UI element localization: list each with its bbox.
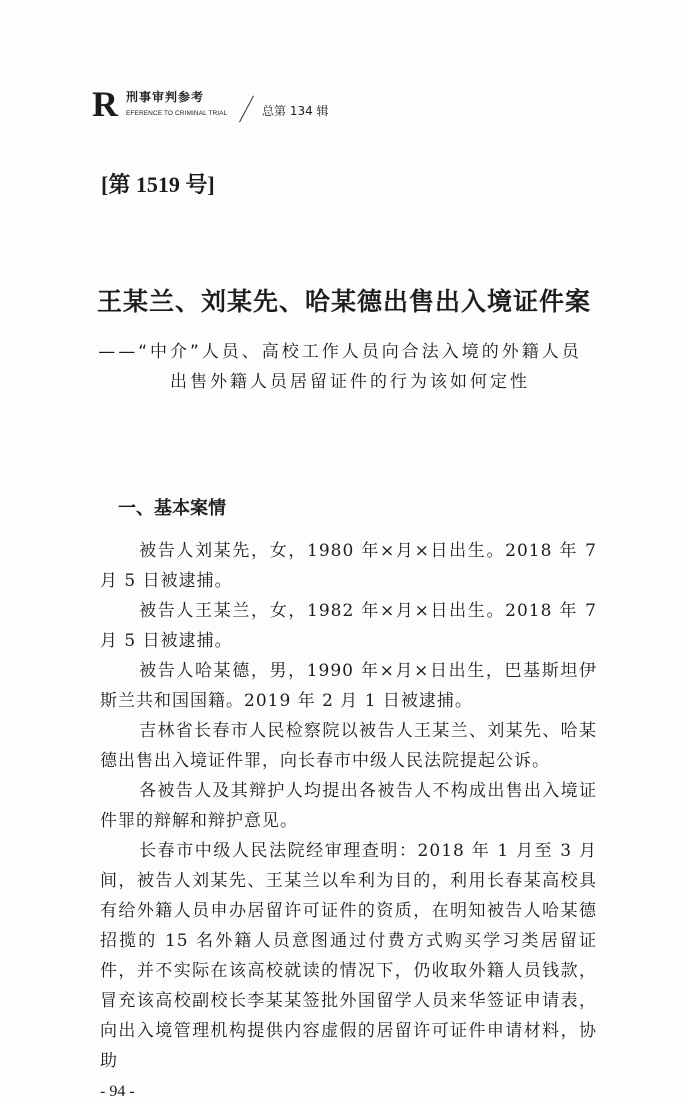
case-number: [第 1519 号] — [101, 172, 215, 197]
paragraph: 被告人王某兰，女，1982 年×月×日出生。2018 年 7 月 5 日被逮捕。 — [100, 601, 597, 651]
issue-number: 总第 134 辑 — [262, 104, 329, 118]
journal-english-name: EFERENCE TO CRIMINAL TRIAL — [126, 110, 228, 117]
body-text — [100, 536, 597, 1076]
journal-header — [92, 84, 412, 128]
journal-name: 刑事审判参考 — [126, 90, 205, 104]
paragraph: 被告人哈某德，男，1990 年×月×日出生，巴基斯坦伊斯兰共和国国籍。2019 年 2 月 1 日被逮捕。 — [100, 661, 597, 711]
body-flow — [100, 536, 597, 1102]
paragraph: 吉林省长春市人民检察院以被告人王某兰、刘某先、哈某德出售出入境证件罪，向长春市中级人民法院提起公诉。 — [100, 721, 597, 771]
header-divider — [239, 96, 254, 123]
case-title: 王某兰、刘某先、哈某德出售出入境证件案 — [96, 287, 591, 316]
subtitle-line-1: ——“中介”人员、高校工作人员向合法入境的外籍人员 — [98, 342, 582, 362]
page-number: - 94 - — [100, 1083, 135, 1100]
subtitle-line-2: 出售外籍人员居留证件的行为该如何定性 — [170, 372, 530, 392]
journal-logo-letter: R — [92, 84, 118, 124]
paragraph: 各被告人及其辩护人均提出各被告人不构成出售出入境证件罪的辩解和辩护意见。 — [100, 781, 597, 831]
paragraph: 被告人刘某先，女，1980 年×月×日出生。2018 年 7 月 5 日被逮捕。 — [100, 541, 597, 591]
paragraph: 长春市中级人民法院经审理查明：2018 年 1 月至 3 月间，被告人刘某先、王某兰以牟利为目的，利用长春某高校具有给外籍人员申办居留许可证件的资质，在明知被告人哈某德招揽的 15 名外籍人员意图通过付费方式购买学习类居留证件，并不实际在该高校就读的情况下，仍收取外籍人员钱款，冒充该高校副校长李某某签批外国留学人员来华签证申请表，向出入境管理机构提供内容虚假的居留许可证件申请材料，协助 — [100, 841, 597, 1071]
section-heading: 一、基本案情 — [118, 498, 226, 519]
